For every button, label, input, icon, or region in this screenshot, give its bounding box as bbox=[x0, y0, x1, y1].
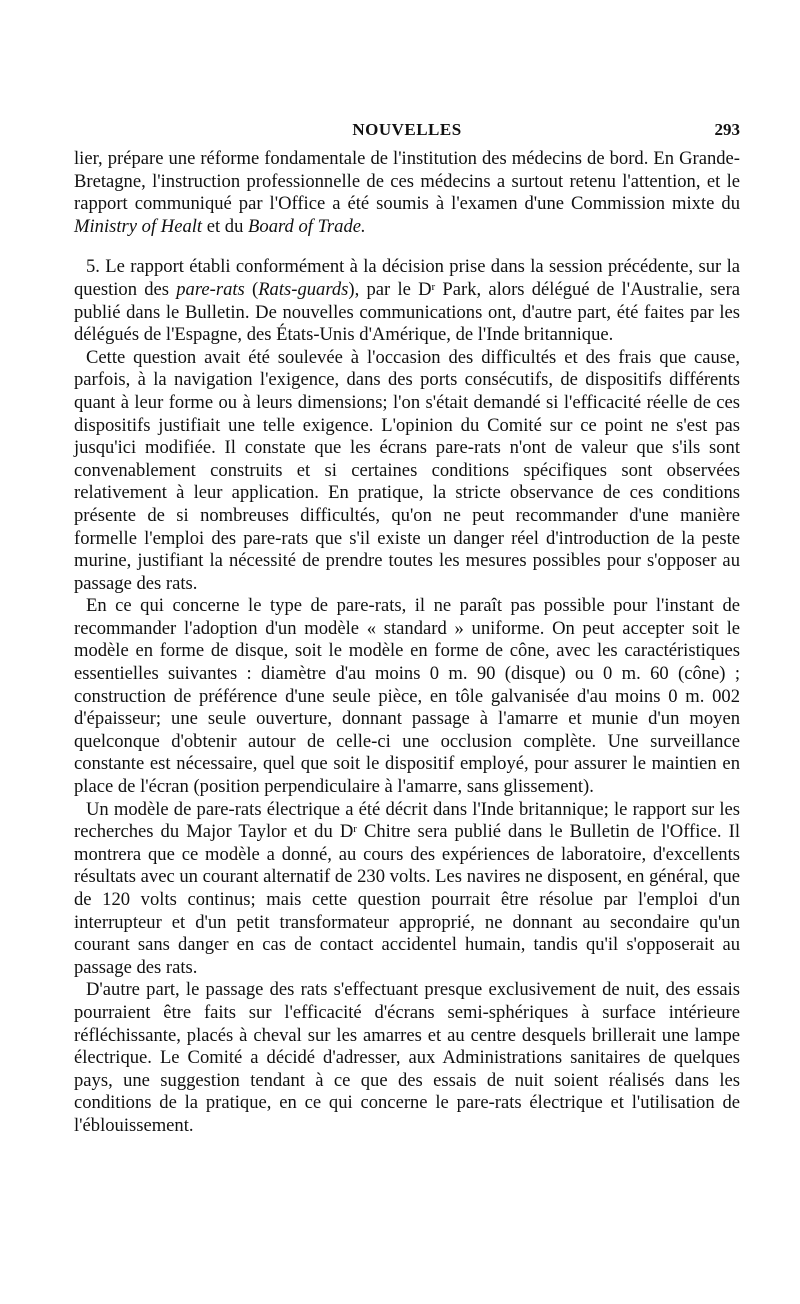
paragraph-electric-model: Un modèle de pare-rats électrique a été décrit dans l'Inde britannique; le rapport sur les recherches du Major Taylor et du $D^r$ Chitre sera publié dans le Bulletin de l'Office. Il montrera que ce modèle a donné, au cours des expériences de laboratoire, d'excellents résultats avec un courant alternatif de 230 volts. Les navires ne disposent, en général, que de 120 volts continus; mais cette question pourrait être résolue par l'emploi d'un interrupteur et d'un petit transformateur approprié, ne donnant au secondaire qu'un courant sans danger en cas de contact accidentel humain, tandis qu'il s'opposerait au passage des rats. bbox=[74, 798, 740, 978]
paragraph-question: Cette question avait été soulevée à l'occasion des difficultés et des frais que cause, parfois, à la navigation l'exigence, dans des ports consécutifs, de dispositifs différents quant à leur forme ou à leurs dimensions; l'on s'était demandé si l'efficacité réelle de ces dispositifs justifiait une telle exigence. L'opinion du Comité sur ce point ne s'est pas jusqu'ici modifiée. Il constate que les écrans pare-rats n'ont de valeur que s'ils sont convenablement construits et si certaines conditions spécifiques sont observées relativement à leur application. En pratique, la stricte observance de ces conditions présente de si nombreuses difficultés, qu'on ne peut recommander d'une manière formelle l'emploi des pare-rats que s'il existe un danger réel d'introduction de la peste murine, justifiant la nécessité de prendre toutes les mesures possibles pour s'opposer au passage des rats. bbox=[74, 346, 740, 594]
paragraph-section-5: 5. Le rapport établi conformément à la décision prise dans la session précédente, sur la question des pare-rats (Rats-guards), par le $D^r$ Park, alors délégué de l'Australie, sera publié dans le Bulletin. De nouvelles communications ont, d'autre part, été faites par les délégués de l'Espagne, des États-Unis d'Amérique, de l'Inde britannique. bbox=[74, 256, 741, 346]
paragraph-gap bbox=[74, 238, 740, 256]
paragraph-continuation: lier, prépare une réforme fondamentale de l'institution des médecins de bord. En Grande-Bretagne, l'instruction professionnelle de ces médecins a surtout retenu l'attention, et le rapport communiqué par l'Office a été soumis à l'examen d'une Commission mixte du Ministry of Healt et du Board of Trade. bbox=[74, 148, 740, 237]
document-page bbox=[74, 114, 740, 1138]
paragraph-type: En ce qui concerne le type de pare-rats, il ne paraît pas possible pour l'instant de recommander l'adoption d'un modèle « standard » uniforme. On peut accepter soit le modèle en forme de disque, soit le modèle en forme de cône, avec les caractéristiques essentielles suivantes : diamètre d'au moins 0 m. 90 (disque) ou 0 m. 60 (cône) ; construction de préférence d'une seule pièce, en tôle galvanisée d'au moins 0 m. 002 d'épaisseur; une seule ouverture, donnant passage à l'amarre et munie d'un moyen quelconque d'obtenir autour de celle-ci une occlusion complète. Une surveillance constante est nécessaire, quel que soit le dispositif employé, pour assurer le maintien en place de l'écran (position perpendiculaire à l'amarre, sans glissement). bbox=[74, 595, 740, 798]
paragraph-night-tests: D'autre part, le passage des rats s'effectuant presque exclusivement de nuit, des essais pourraient être faits sur l'efficacité d'écrans semi-sphériques à surface intérieure réfléchissante, placés à cheval sur les amarres et au centre desquels brillerait une lampe électrique. Le Comité a décidé d'adresser, aux Administrations sanitaires de quelques pays, une suggestion tendant à ce que des essais de nuit soient réalisés dans les conditions de la pratique, en ce qui concerne le pare-rats électrique et l'utilisation de l'éblouissement. bbox=[74, 979, 740, 1136]
running-title: NOUVELLES bbox=[352, 120, 462, 139]
page-number: 293 bbox=[714, 120, 740, 139]
running-head bbox=[74, 114, 740, 148]
